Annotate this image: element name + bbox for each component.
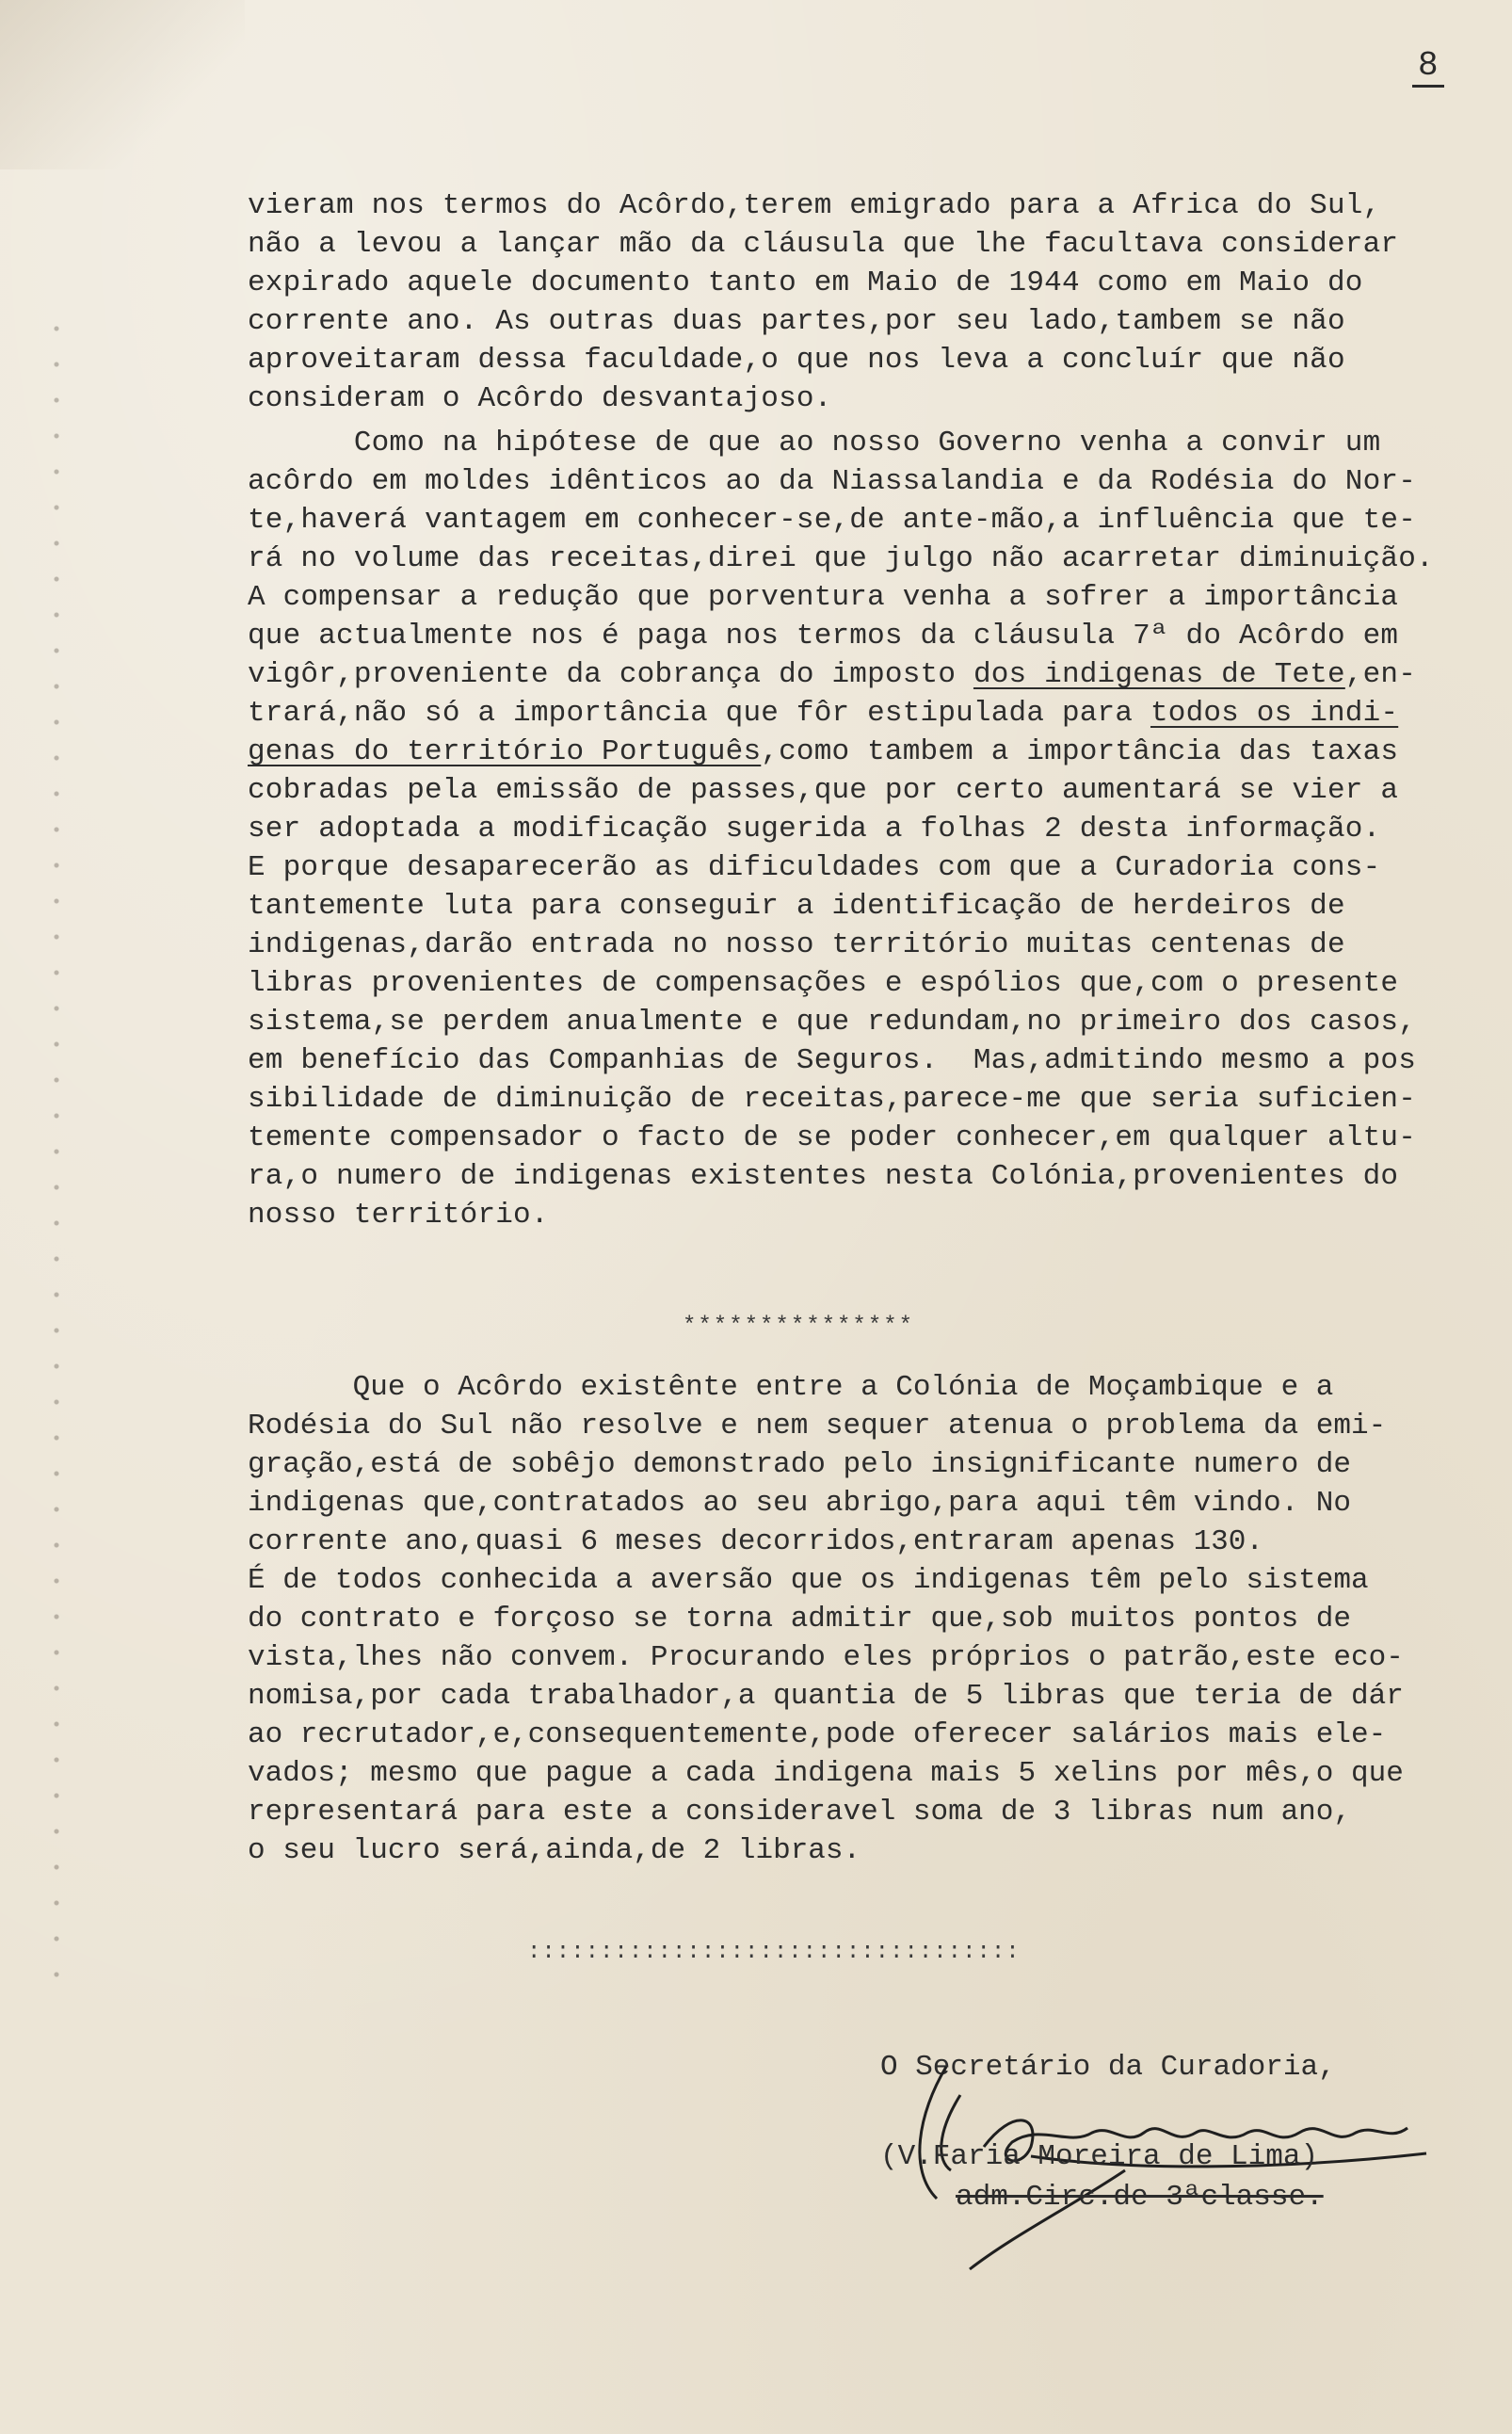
underlined-text: genas do território Português xyxy=(248,735,762,768)
signatory-role: adm.Circ.de 3ªclasse. xyxy=(956,2181,1324,2214)
section-divider: :::::::::::::::::::::::::::::::::: xyxy=(527,1940,1021,1965)
text-line: E porque desaparecerão as dificuldades com que a Curadoria cons- xyxy=(248,851,1381,884)
text-line: rá no volume das receitas,direi que julgo não acarretar diminuição. xyxy=(248,542,1434,575)
text-line: indigenas que,contratados ao seu abrigo,para aqui têm vindo. No xyxy=(248,1487,1351,1520)
text-line: ao recrutador,e,consequentemente,pode oferecer salários mais ele- xyxy=(248,1718,1387,1751)
text-line: em benefício das Companhias de Seguros. Mas,admitindo mesmo a pos xyxy=(248,1044,1416,1077)
text-line: tantemente luta para conseguir a identificação de herdeiros de xyxy=(248,890,1345,923)
text-line: É de todos conhecida a aversão que os indigenas têm pelo sistema xyxy=(248,1564,1369,1597)
text-line: corrente ano. As outras duas partes,por seu lado,tambem se não xyxy=(248,305,1345,338)
text-line: Rodésia do Sul não resolve e nem sequer atenua o problema da emi- xyxy=(248,1410,1387,1443)
text-line: nomisa,por cada trabalhador,a quantia de 5 libras que teria de dár xyxy=(248,1680,1404,1713)
text-line: que actualmente nos é paga nos termos da cláusula 7ª do Acôrdo em xyxy=(248,620,1399,653)
signatory-name: (V.Faria Moreira de Lima) xyxy=(880,2140,1319,2173)
text-line xyxy=(248,655,1490,694)
text-segment: vigôr,proveniente da cobrança do imposto xyxy=(248,658,973,691)
text-line: indigenas,darão entrada no nosso território muitas centenas de xyxy=(248,928,1345,961)
text-line: sibilidade de diminuição de receitas,parece-me que seria suficien- xyxy=(248,1083,1416,1116)
text-line: Como na hipótese de que ao nosso Governo venha a convir um xyxy=(248,427,1381,459)
binding-holes xyxy=(38,311,75,2006)
text-line: representará para este a consideravel soma de 3 libras num ano, xyxy=(248,1796,1351,1829)
text-line: do contrato e forçoso se torna admitir que,sob muitos pontos de xyxy=(248,1603,1351,1636)
text-line: te,haverá vantagem em conhecer-se,de ante-mão,a influência que te- xyxy=(248,504,1416,537)
signatory-title: O Secretário da Curadoria, xyxy=(880,2051,1336,2084)
text-line: sistema,se perdem anualmente e que redundam,no primeiro dos casos, xyxy=(248,1006,1416,1039)
text-line: vista,lhes não convem. Procurando eles próprios o patrão,este eco- xyxy=(248,1641,1404,1674)
text-line: ra,o numero de indigenas existentes nesta Colónia,provenientes do xyxy=(248,1160,1399,1193)
page-number: 8 xyxy=(1412,47,1444,88)
text-line: acôrdo em moldes idênticos ao da Niassalandia e da Rodésia do Nor- xyxy=(248,465,1416,498)
paragraph-1 xyxy=(248,186,1490,418)
text-line: corrente ano,quasi 6 meses decorridos,entraram apenas 130. xyxy=(248,1525,1263,1558)
text-segment: ,en- xyxy=(1344,658,1417,691)
text-line: vados; mesmo que pague a cada indigena mais 5 xelins por mês,o que xyxy=(248,1757,1404,1790)
text-line: cobradas pela emissão de passes,que por certo aumentará se vier a xyxy=(248,774,1399,807)
text-line: expirado aquele documento tanto em Maio de 1944 como em Maio do xyxy=(248,266,1363,299)
text-line: gração,está de sobêjo demonstrado pelo insignificante numero de xyxy=(248,1448,1351,1481)
text-line: não a levou a lançar mão da cláusula que lhe facultava considerar xyxy=(248,228,1399,261)
section-separator-stars: *************** xyxy=(683,1314,915,1339)
text-line: libras provenientes de compensações e espólios que,com o presente xyxy=(248,967,1399,1000)
text-line xyxy=(248,694,1490,733)
text-line: aproveitaram dessa faculdade,o que nos leva a concluír que não xyxy=(248,344,1345,377)
paragraph-2 xyxy=(248,424,1490,1234)
text-line: ser adoptada a modificação sugerida a folhas 2 desta informação. xyxy=(248,813,1381,846)
underlined-text: dos indigenas de Tete xyxy=(973,658,1345,691)
paper-fold-shading xyxy=(0,0,245,169)
text-line: A compensar a redução que porventura venha a sofrer a importância xyxy=(248,581,1399,614)
underlined-text: todos os indi- xyxy=(1150,697,1399,730)
text-line: nosso território. xyxy=(248,1199,549,1232)
paragraph-3 xyxy=(248,1368,1490,1870)
text-line: vieram nos termos do Acôrdo,terem emigrado para a Africa do Sul, xyxy=(248,189,1381,222)
text-line: Que o Acôrdo existênte entre a Colónia de Moçambique e a xyxy=(248,1371,1334,1404)
text-line xyxy=(248,733,1490,771)
body-text xyxy=(248,186,1490,1234)
text-segment: ,como tambem a importância das taxas xyxy=(761,735,1399,768)
text-line: temente compensador o facto de se poder conhecer,em qualquer altu- xyxy=(248,1121,1416,1154)
text-line: o seu lucro será,ainda,de 2 libras. xyxy=(248,1834,861,1867)
text-line: consideram o Acôrdo desvantajoso. xyxy=(248,382,832,415)
text-segment: trará,não só a importância que fôr estipulada para xyxy=(248,697,1150,730)
